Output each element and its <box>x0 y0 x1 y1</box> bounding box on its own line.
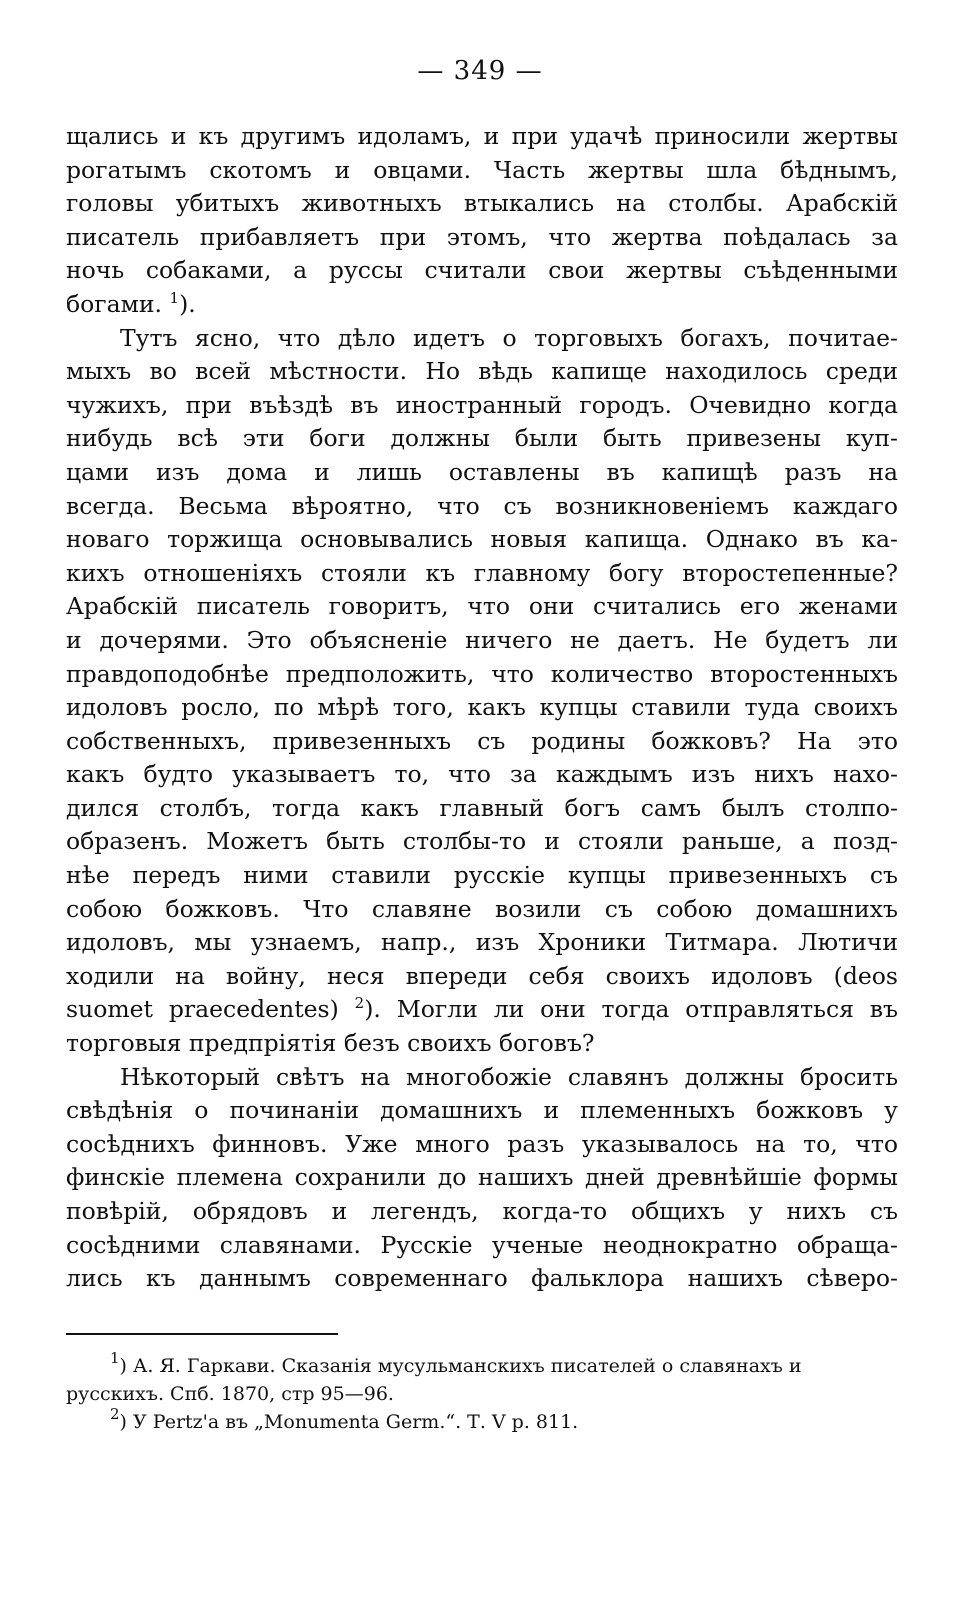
text-segment: богами. <box>66 289 170 318</box>
text-line: финскіе племена сохранили до нашихъ дней древнѣйшіе формы <box>66 1163 898 1192</box>
text-line: всегда. Весьма вѣроятно, что съ возникновеніемъ каждаго <box>66 491 898 520</box>
text-line: образенъ. Можетъ быть столбы-то и стояли раньше, а позд- <box>66 827 898 856</box>
text-line: правдоподобнѣе предположить, что количество второстенныхъ <box>66 659 898 688</box>
text-line: мыхъ во всей мѣстности. Но вѣдь капище находилось среди <box>66 357 898 386</box>
text-line: писатель прибавляетъ при этомъ, что жертва поѣдалась за <box>66 222 898 251</box>
text-segment: ). <box>179 289 196 318</box>
text-line: Арабскій писатель говоритъ, что они считались его женами <box>66 592 898 621</box>
footnote-line <box>66 1405 876 1436</box>
text-segment: ) А. Я. Гаркави. Сказанія мусульманскихъ писателей о славянахъ и <box>119 1355 802 1377</box>
text-line: собственныхъ, привезенныхъ съ родины божковъ? На это <box>66 726 898 755</box>
text-line: новаго торжища основывались новыя капища. Однако въ ка- <box>66 525 898 554</box>
footnote-divider <box>66 1333 338 1335</box>
page-number: — 349 — <box>417 56 543 86</box>
text-line: повѣрій, обрядовъ и легендъ, когда-то общихъ у нихъ съ <box>66 1197 898 1225</box>
text-line: свѣдѣнія о починаніи домашнихъ и племенныхъ божковъ у <box>66 1096 898 1125</box>
footnote-1 <box>66 1349 876 1408</box>
footnote-line: русскихъ. Спб. 1870, стр 95—96. <box>66 1383 394 1405</box>
text-line <box>66 993 898 1027</box>
text-line: сосѣдними славянами. Русскіе ученые неоднократно обраща- <box>66 1230 898 1259</box>
text-line: дился столбъ, тогда какъ главный богъ самъ былъ столпо- <box>66 793 898 822</box>
footnote-marker-1: 1 <box>110 1349 120 1367</box>
text-line: и дочерями. Это объясненіе ничего не даетъ. Не будетъ ли <box>66 625 898 654</box>
paragraph-1 <box>66 120 898 322</box>
text-line: Нѣкоторый свѣтъ на многобожіе славянъ должны бросить <box>120 1062 898 1091</box>
text-line: Тутъ ясно, что дѣло идетъ о торговыхъ богахъ, почитае- <box>120 323 898 352</box>
text-line: какъ будто указываетъ то, что за каждымъ изъ нихъ нахо- <box>66 760 898 789</box>
text-line: головы убитыхъ животныхъ втыкались на столбы. Арабскій <box>66 189 898 218</box>
text-line: сосѣднихъ финновъ. Уже много разъ указывалось на то, что <box>66 1129 898 1158</box>
text-line: чужихъ, при въѣздѣ въ иностранный городъ. Очевидно когда <box>66 390 898 419</box>
footnotes <box>66 1349 876 1436</box>
text-line: собою божковъ. Что славяне возили съ собою домашнихъ <box>66 894 898 923</box>
text-line: нибудь всѣ эти боги должны были быть привезены куп- <box>66 424 898 453</box>
text-line: ночь собаками, а руссы считали свои жертвы съѣденными <box>66 256 898 285</box>
text-line: кихъ отношеніяхъ стояли къ главному богу второстепенные? <box>66 558 898 587</box>
text-line <box>66 288 898 322</box>
paragraph-3 <box>66 1061 898 1296</box>
text-line: лись къ даннымъ современнаго фальклора нашихъ сѣверо- <box>66 1264 898 1293</box>
paragraph-2 <box>66 322 898 1061</box>
main-text <box>66 120 898 1296</box>
text-segment: suomet praecedentes) <box>66 995 355 1024</box>
text-line: цами изъ дома и лишь оставлены въ капищѣ разъ на <box>66 457 898 486</box>
footnote-ref-2[interactable]: 2 <box>354 994 365 1013</box>
text-line: нѣе передъ ними ставили русскіе купцы привезенныхъ съ <box>66 861 898 890</box>
footnote-marker-2: 2 <box>110 1405 120 1423</box>
text-line: идоловъ, мы узнаемъ, напр., изъ Хроники Титмара. Лютичи <box>66 928 898 957</box>
text-segment: ) У Pertz'а въ „Monumenta Germ.“. Т. V р. 811. <box>119 1411 579 1433</box>
footnote-line <box>66 1349 876 1380</box>
text-line: ходили на войну, неся впереди себя своихъ идоловъ (deos <box>66 961 898 990</box>
footnote-2 <box>66 1405 876 1436</box>
text-line: идоловъ росло, по мѣрѣ того, какъ купцы ставили туда своихъ <box>66 693 898 722</box>
text-line: торговыя предпріятія безъ своихъ боговъ? <box>66 1029 595 1058</box>
text-segment: ). Могли ли они тогда отправляться въ <box>364 995 898 1024</box>
text-line: рогатымъ скотомъ и овцами. Часть жертвы шла бѣднымъ, <box>66 155 898 184</box>
text-line: щались и къ другимъ идоламъ, и при удачѣ приносили жертвы <box>66 122 898 150</box>
footnote-ref-1[interactable]: 1 <box>169 288 180 307</box>
